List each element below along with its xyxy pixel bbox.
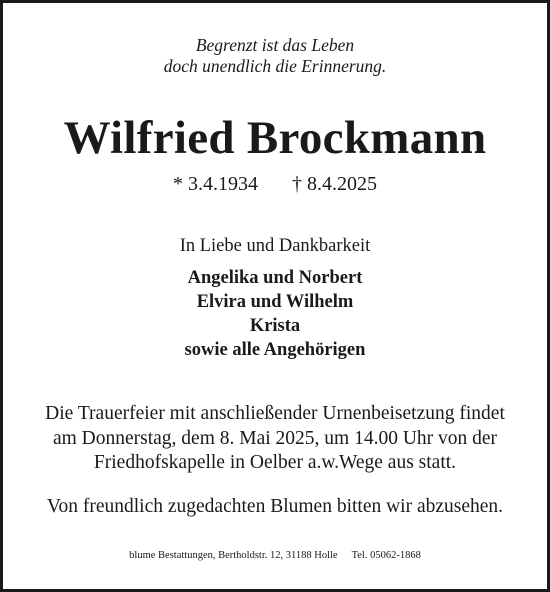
mourners-list [3,266,547,362]
deceased-name: Wilfried Brockmann [63,112,487,164]
birth-date: * 3.4.1934 [173,173,258,195]
motto-line-1: Begrenzt ist das Leben [195,35,355,55]
mourner-name: Angelika und Norbert [187,268,363,288]
ceremony-details [3,402,547,476]
memorial-motto [3,35,547,77]
ceremony-line: Friedhofskapelle in Oelber a.w.Wege aus statt. [93,452,457,473]
mourner-name: Elvira und Wilhelm [196,292,354,312]
undertaker-footer [3,549,547,563]
ceremony-line: Die Trauerfeier mit anschließender Urnenbeisetzung findet [45,403,505,424]
death-date: † 8.4.2025 [292,173,377,195]
mourner-name: sowie alle Angehörigen [184,340,366,360]
undertaker-phone: Tel. 05062-1868 [351,550,421,561]
mourner-name: Krista [249,316,301,336]
family-intro: In Liebe und Dankbarkeit [179,236,371,256]
motto-line-2: doch unendlich die Erinnerung. [163,56,387,76]
ceremony-line: am Donnerstag, dem 8. Mai 2025, um 14.00 Uhr von der [52,427,498,449]
flowers-note: Von freundlich zugedachten Blumen bitten wir abzusehen. [46,496,504,517]
undertaker-address: blume Bestattungen, Bertholdstr. 12, 31188 Holle [129,550,338,561]
life-dates [3,171,547,197]
